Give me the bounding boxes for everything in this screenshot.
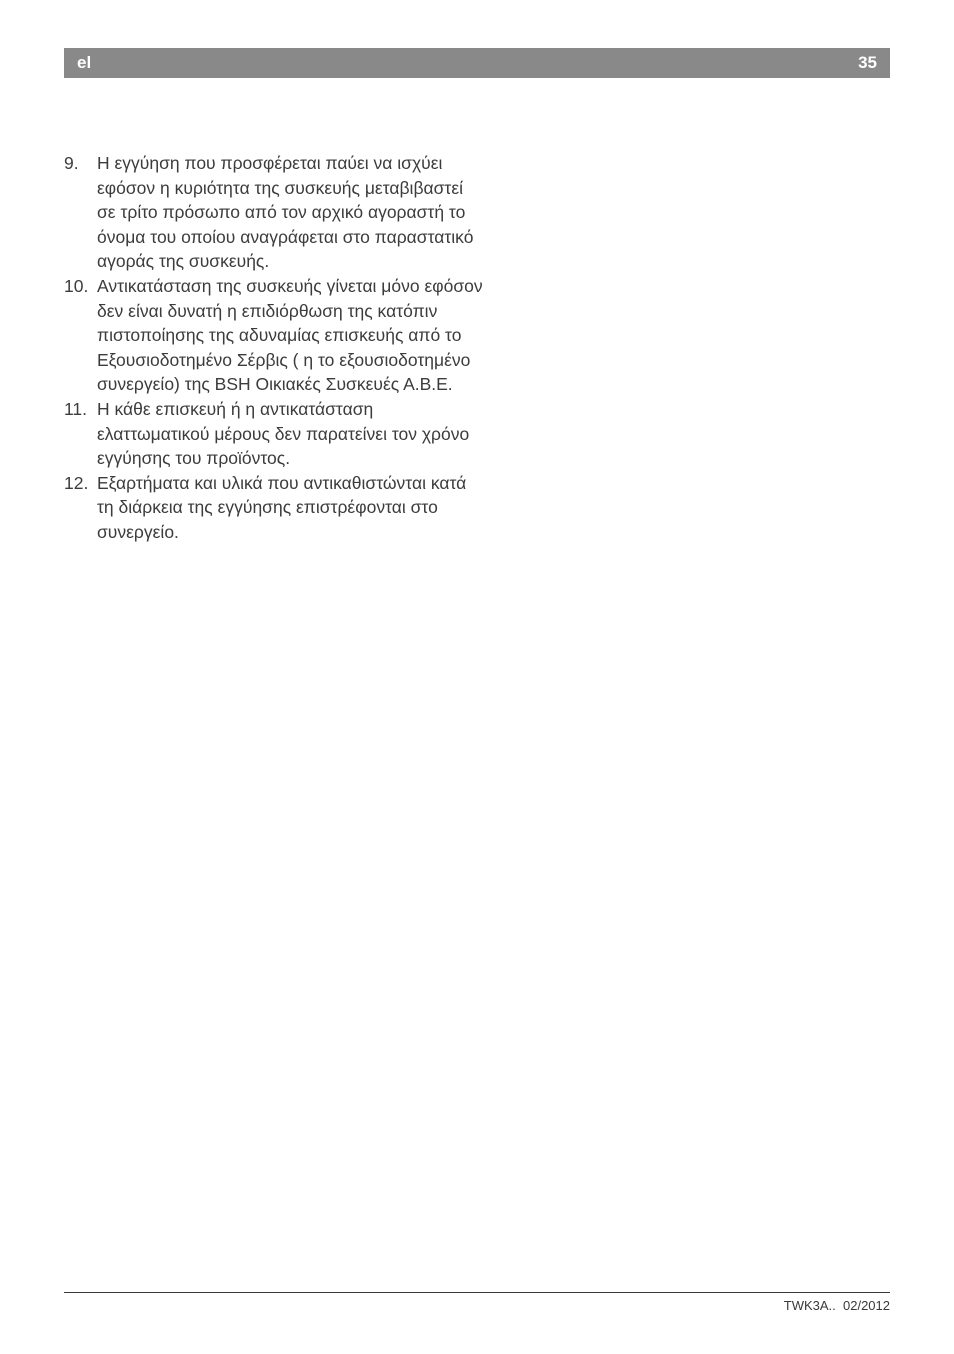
item-number: 12. <box>64 472 89 493</box>
item-number: 9. <box>64 153 79 173</box>
list-item <box>64 397 484 471</box>
language-code: el <box>77 53 92 72</box>
item-text: Η κάθε επισκευή ή η αντικατάσταση ελαττωματικού μέρους δεν παρατείνει τον χρόνο εγγύησης του προϊόντος. <box>97 398 470 469</box>
item-text: Η εγγύηση που προσφέρεται παύει να ισχύει εφόσον η κυριότητα της συσκευής μεταβιβαστεί σε τρίτο πρόσωπο από τον αρχικό αγοραστή το όνομα του οποίου αναγράφεται στο παραστατικό αγοράς της συσκευής. <box>97 153 474 272</box>
item-text: Αντικατάσταση της συσκευής γίνεται μόνο εφόσον δεν είναι δυνατή η επιδιόρθωση της κατόπιν πιστοποίησης της αδυναμίας επισκευής από το Εξουσιοδοτημένο Σέρβις ( η το εξουσιοδοτημένο συνεργείο) της BSH Οικιακές Συσκευές Α.Β.Ε. <box>97 275 483 395</box>
item-number: 10. <box>64 275 89 296</box>
list-item <box>64 471 484 545</box>
list-item <box>64 274 484 397</box>
page-number: 35 <box>858 53 877 72</box>
item-text: Εξαρτήματα και υλικά που αντικαθιστώνται κατά τη διάρκεια της εγγύησης επιστρέφονται στο συνεργείο. <box>97 472 467 542</box>
footer-divider <box>64 1292 890 1293</box>
list-item <box>64 151 484 274</box>
page-header-bar <box>64 48 890 78</box>
item-number: 11. <box>64 398 88 419</box>
warranty-terms-list <box>64 151 484 545</box>
footer-model-date: TWK3A.. 02/2012 <box>783 1298 890 1313</box>
